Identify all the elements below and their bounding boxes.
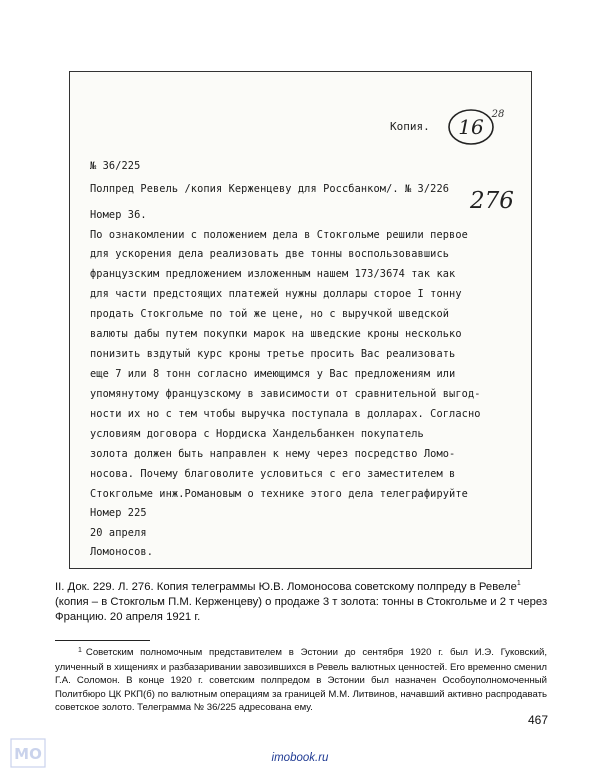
doc-line: французским предложением изложенным нашем 173/3674 так как <box>90 268 456 280</box>
footnote-divider <box>55 640 150 641</box>
footnote <box>55 646 547 715</box>
doc-line: понизить вздутый курс кроны третье просить Вас реализовать <box>90 348 456 360</box>
handwritten-page-number: 276 <box>470 188 514 214</box>
doc-line: По ознакомлении с положением дела в Стокгольме решили первое <box>90 229 468 241</box>
doc-line: упомянутому французскому в зависимости от сравнительной выгод- <box>90 388 481 400</box>
doc-line: условиям договора с Нордиска Хандельбанкен покупатель <box>90 428 424 440</box>
doc-line: продать Стокгольме по той же цене, но с выручкой шведской <box>90 308 450 320</box>
footnote-text: Советским полномочным представителем в Эстонии до сентября 1920 г. был И.Э. Гуковский, уличенный в хищениях и разбазаривании завозившихся в Ревель валютных ценностей. Его временно сменил Г.А. Соломон. В конце 1920 г. советским полпредом в Эстонии был назначен Особоуполномоченный Политбюро ЦК РКП(б) по валютным операциям за границей М.М. Литвинов, начавший активно распродавать советское золото. Телеграмма № 36/225 адресована ему. <box>55 647 547 713</box>
caption-text: II. Док. 229. Л. 276. Копия телеграммы Ю.В. Ломоносова советскому полпреду в Ревеле <box>55 580 517 593</box>
doc-line: для части предстоящих платежей нужны доллары сторое I тонну <box>90 288 462 300</box>
doc-line: валюты дабы путем покупки марок на шведские кроны несколько <box>90 328 462 340</box>
site-link[interactable]: imobook.ru <box>271 752 329 764</box>
doc-line: Стокгольме инж.Романовым о технике этого дела телеграфируйте <box>90 488 468 500</box>
doc-line: Номер 36. <box>90 209 147 221</box>
watermark-text: МО <box>14 745 42 763</box>
caption-footnote-ref[interactable]: 1 <box>516 580 521 587</box>
stamp-number: 16 <box>458 115 484 139</box>
stamp-superscript: 28 <box>491 109 505 120</box>
publisher-logo-watermark <box>10 738 46 768</box>
page-number: 467 <box>527 713 548 727</box>
doc-line: ности их но с тем чтобы выручка поступала в долларах. Согласно <box>90 408 481 420</box>
doc-line: золота должен быть направлен к нему через посредство Ломо- <box>90 448 456 460</box>
figure-caption <box>55 576 550 625</box>
doc-line: № 36/225 <box>90 160 141 172</box>
doc-line: для ускорения дела реализовать две тонны воспользовавшись <box>90 248 450 260</box>
doc-line: носова. Почему благоволите условиться с его заместителем в <box>90 468 456 480</box>
doc-line: 20 апреля <box>90 527 147 539</box>
footnote-number: 1 <box>78 647 82 654</box>
doc-line: Номер 225 <box>90 507 147 519</box>
doc-line: Полпред Ревель /копия Керженцеву для Россбанком/. № 3/226 <box>90 183 450 195</box>
caption-text-continued: (копия – в Стокгольм П.М. Керженцеву) о продаже 3 т золота: тонны в Стокгольме и 2 т через Францию. 20 апреля 1921 г. <box>55 595 548 623</box>
doc-line: еще 7 или 8 тонн согласно имеющимся у Вас предложениям или <box>90 368 456 380</box>
copy-label: Копия. <box>390 120 430 133</box>
doc-line: Ломоносов. <box>90 546 153 558</box>
